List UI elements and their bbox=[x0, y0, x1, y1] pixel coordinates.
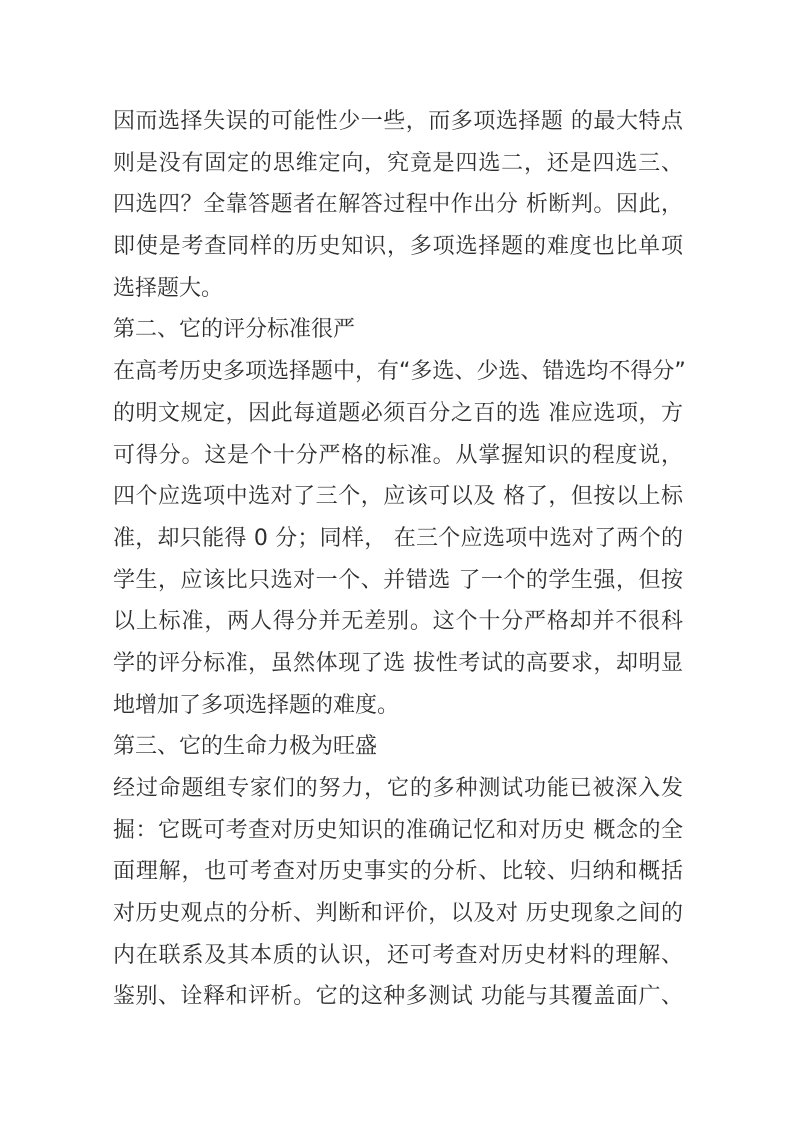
text-line: 即使是考查同样的历史知识，多项选择题的难度也比单项 bbox=[113, 234, 683, 260]
text-line: 准，却只能得 0 分；同样， 在三个应选项中选对了两个的 bbox=[113, 525, 683, 551]
text-line: 学生，应该比只选对一个、并错选 了一个的学生强，但按 bbox=[113, 567, 683, 593]
text-line: 对历史观点的分析、判断和评价，以及对 历史现象之间的 bbox=[113, 901, 683, 927]
text-line: 的明文规定，因此每道题必须百分之百的选 准应选项，方 bbox=[113, 400, 683, 426]
section-heading: 第二、它的评分标准很严 bbox=[113, 317, 356, 343]
text-line: 可得分。这是个十分严格的标准。从掌握知识的程度说， bbox=[113, 442, 683, 468]
document-text-block bbox=[113, 101, 686, 1018]
text-line: 选择题大。 bbox=[113, 275, 224, 301]
text-line: 因而选择失误的可能性少一些，而多项选择题 的最大特点 bbox=[113, 109, 683, 134]
text-line: 内在联系及其本质的认识，还可考查对历史材料的理解、 bbox=[113, 942, 683, 968]
text-line: 学的评分标准，虽然体现了选 拔性考试的高要求，却明显 bbox=[113, 650, 683, 676]
text-line: 经过命题组专家们的努力，它的多种测试功能已被深入发 bbox=[113, 776, 683, 801]
text-line: 以上标准，两人得分并无差别。这个十分严格却并不很科 bbox=[113, 609, 683, 635]
text-line: 四个应选项中选对了三个，应该可以及 格了，但按以上标 bbox=[113, 484, 683, 510]
text-line: 则是没有固定的思维定向，究竟是四选二，还是四选三、 bbox=[113, 150, 683, 176]
text-line: 鉴别、诠释和评析。它的这种多测试 功能与其覆盖面广、 bbox=[113, 984, 683, 1010]
text-line: 四选四？全靠答题者在解答过程中作出分 析断判。因此， bbox=[113, 192, 683, 218]
text-line: 在高考历史多项选择题中，有“多选、少选、错选均不得分” bbox=[113, 359, 686, 385]
section-heading: 第三、它的生命力极为旺盛 bbox=[113, 734, 378, 760]
text-line: 面理解，也可考查对历史事实的分析、比较、归纳和概括 bbox=[113, 859, 683, 885]
text-line: 掘：它既可考查对历史知识的准确记忆和对历史 概念的全 bbox=[113, 817, 683, 843]
text-line: 地增加了多项选择题的难度。 bbox=[113, 692, 400, 718]
